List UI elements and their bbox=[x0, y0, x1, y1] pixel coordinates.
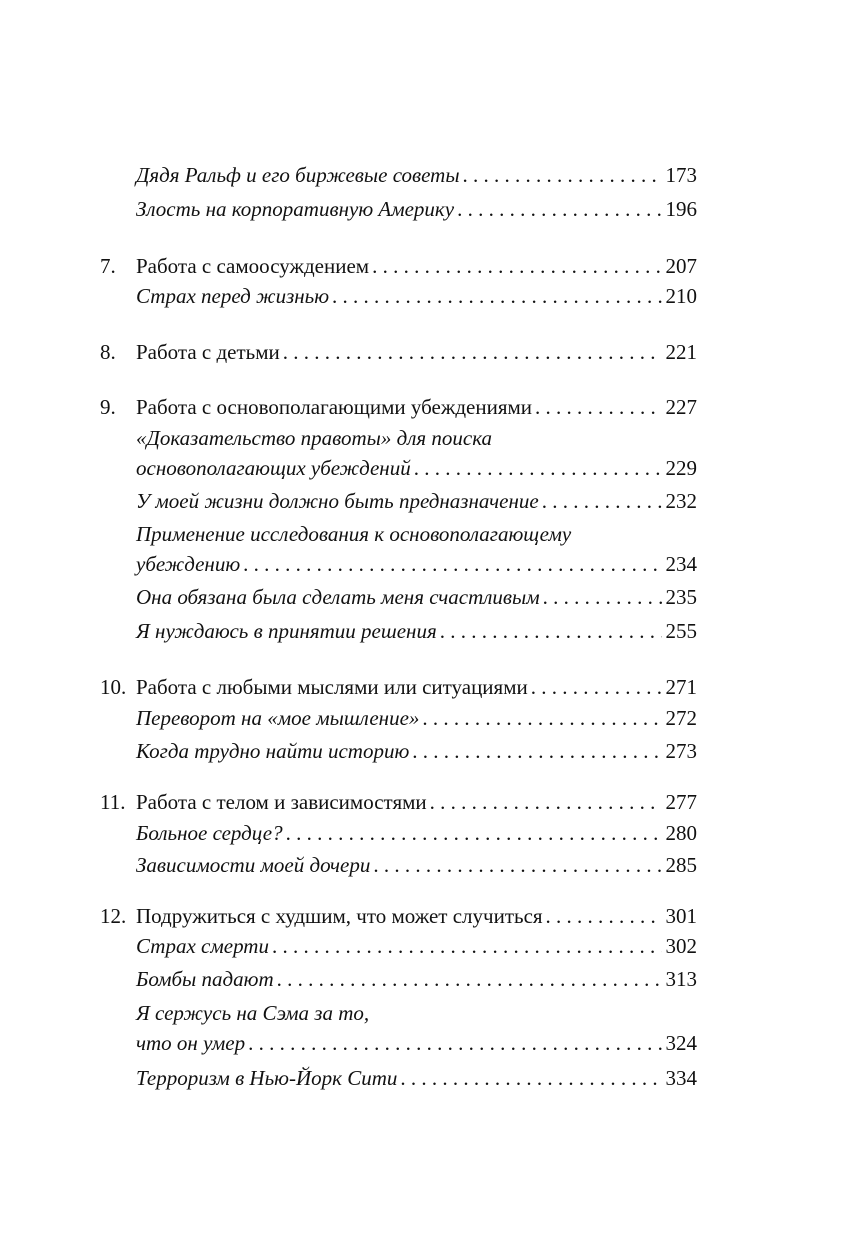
toc-entry bbox=[100, 1028, 697, 1058]
dot-leader bbox=[248, 1028, 661, 1058]
dot-leader bbox=[332, 281, 661, 311]
page-number: 196 bbox=[665, 197, 697, 221]
entry-title: Больное сердце? bbox=[136, 821, 283, 845]
page-number: 173 bbox=[665, 163, 697, 187]
entry-title: «Доказательство правоты» для поиска bbox=[136, 426, 492, 450]
dot-leader bbox=[430, 787, 662, 817]
page-number: 302 bbox=[665, 934, 697, 958]
chapter-number: 11. bbox=[100, 790, 126, 814]
toc-entry bbox=[100, 616, 697, 646]
entry-title: Зависимости моей дочери bbox=[136, 853, 371, 877]
page-number: 272 bbox=[665, 706, 697, 730]
page-number: 313 bbox=[665, 967, 697, 991]
toc-entry bbox=[100, 582, 697, 612]
dot-leader bbox=[542, 486, 662, 516]
toc-entry bbox=[100, 549, 697, 579]
page-number: 334 bbox=[665, 1066, 697, 1090]
page-number: 277 bbox=[665, 790, 697, 814]
entry-title: Дядя Ральф и его биржевые советы bbox=[136, 163, 460, 187]
entry-title: что он умер bbox=[136, 1031, 246, 1055]
entry-title: Она обязана была сделать меня счастливым bbox=[136, 585, 540, 609]
toc-entry bbox=[100, 850, 697, 880]
dot-leader bbox=[543, 582, 662, 612]
entry-title: Работа с любыми мыслями или ситуациями bbox=[136, 675, 528, 699]
page-number: 227 bbox=[665, 395, 697, 419]
toc-entry bbox=[100, 251, 697, 281]
page-number: 207 bbox=[665, 254, 697, 278]
entry-title: Бомбы падают bbox=[136, 967, 274, 991]
dot-leader bbox=[272, 931, 662, 961]
entry-title: Работа с детьми bbox=[136, 340, 280, 364]
toc-entry bbox=[100, 486, 697, 516]
toc-entry-continued bbox=[100, 998, 697, 1028]
toc-entry bbox=[100, 392, 697, 422]
toc-entry bbox=[100, 337, 697, 367]
chapter-number: 8. bbox=[100, 340, 116, 364]
entry-title: Работа с самоосуждением bbox=[136, 254, 370, 278]
toc-entry bbox=[100, 281, 697, 311]
entry-title: Применение исследования к основополагающему bbox=[136, 522, 572, 546]
dot-leader bbox=[414, 453, 662, 483]
entry-title: основополагающих убеждений bbox=[136, 456, 411, 480]
toc-entry bbox=[100, 931, 697, 961]
toc-entry bbox=[100, 787, 697, 817]
toc-entry-continued bbox=[100, 519, 697, 549]
entry-title: убеждению bbox=[136, 552, 241, 576]
entry-title: Работа с телом и зависимостями bbox=[136, 790, 427, 814]
toc-entry bbox=[100, 964, 697, 994]
toc-entry bbox=[100, 1063, 697, 1093]
page-number: 271 bbox=[665, 675, 697, 699]
page-number: 232 bbox=[665, 489, 697, 513]
chapter-number: 12. bbox=[100, 904, 127, 928]
dot-leader bbox=[277, 964, 662, 994]
toc-entry bbox=[100, 736, 697, 766]
entry-title: У моей жизни должно быть предназначение bbox=[136, 489, 539, 513]
page-number: 280 bbox=[665, 821, 697, 845]
entry-title: Я сержусь на Сэма за то, bbox=[136, 1001, 370, 1025]
dot-leader bbox=[243, 549, 661, 579]
chapter-number: 9. bbox=[100, 395, 116, 419]
page-number: 324 bbox=[665, 1031, 697, 1055]
dot-leader bbox=[440, 616, 662, 646]
dot-leader bbox=[412, 736, 661, 766]
page-number: 235 bbox=[665, 585, 697, 609]
dot-leader bbox=[422, 703, 661, 733]
chapter-number: 7. bbox=[100, 254, 116, 278]
entry-title: Страх смерти bbox=[136, 934, 269, 958]
toc-entry bbox=[100, 703, 697, 733]
dot-leader bbox=[372, 251, 661, 281]
toc-entry bbox=[100, 672, 697, 702]
entry-title: Страх перед жизнью bbox=[136, 284, 330, 308]
page-number: 255 bbox=[665, 619, 697, 643]
page-number: 229 bbox=[665, 456, 697, 480]
entry-title: Переворот на «мое мышление» bbox=[136, 706, 420, 730]
page-number: 221 bbox=[665, 340, 697, 364]
page-number: 273 bbox=[665, 739, 697, 763]
dot-leader bbox=[531, 672, 662, 702]
entry-title: Когда трудно найти историю bbox=[136, 739, 410, 763]
dot-leader bbox=[283, 337, 662, 367]
dot-leader bbox=[463, 160, 662, 190]
dot-leader bbox=[535, 392, 661, 422]
dot-leader bbox=[373, 850, 661, 880]
toc-entry bbox=[100, 194, 697, 224]
chapter-number: 10. bbox=[100, 675, 127, 699]
entry-title: Терроризм в Нью-Йорк Сити bbox=[136, 1066, 398, 1090]
entry-title: Злость на корпоративную Америку bbox=[136, 197, 455, 221]
dot-leader bbox=[400, 1063, 661, 1093]
entry-title: Подружиться с худшим, что может случиться bbox=[136, 904, 543, 928]
toc-entry-continued bbox=[100, 423, 697, 453]
dot-leader bbox=[286, 818, 662, 848]
page-number: 301 bbox=[665, 904, 697, 928]
entry-title: Работа с основополагающими убеждениями bbox=[136, 395, 533, 419]
dot-leader bbox=[457, 194, 661, 224]
toc-entry bbox=[100, 901, 697, 931]
entry-title: Я нуждаюсь в принятии решения bbox=[136, 619, 437, 643]
page-number: 285 bbox=[665, 853, 697, 877]
dot-leader bbox=[546, 901, 662, 931]
page-number: 234 bbox=[665, 552, 697, 576]
toc-entry bbox=[100, 818, 697, 848]
page-number: 210 bbox=[665, 284, 697, 308]
toc-entry bbox=[100, 453, 697, 483]
toc-entry bbox=[100, 160, 697, 190]
